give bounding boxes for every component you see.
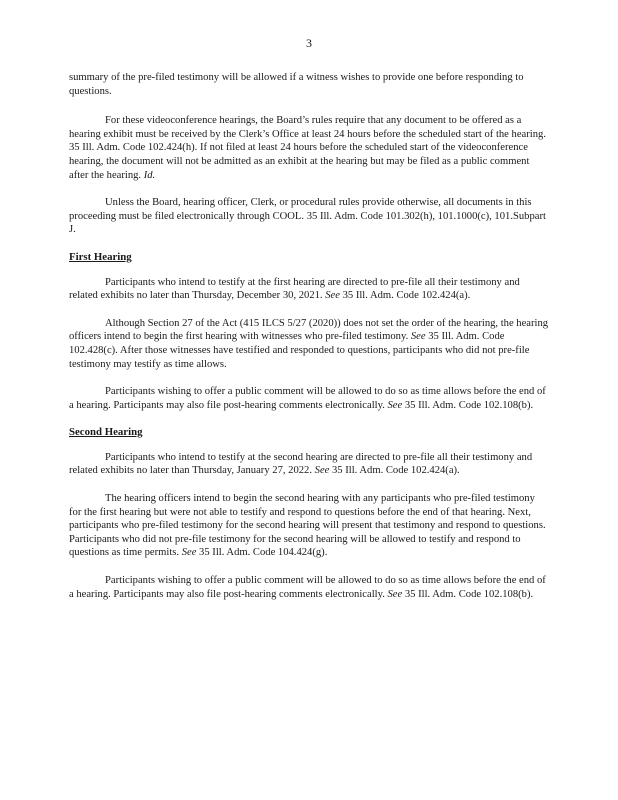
paragraph-first-order: Although Section 27 of the Act (415 ILCS 5/27 (2020)) does not set the order of the hearing, the hearing officers intend to begin the first hearing with witnesses who pre-filed testimony. See 35 Ill. Adm. Code 102.428(c). After those witnesses have testified and responded to questions, participants who did not pre-file testimony may testify as time allows.	[69, 317, 549, 370]
paragraph-second-order: The hearing officers intend to begin the second hearing with any participants who pre-filed testimony for the first hearing but were not able to testify and respond to questions before the end of that hearing. Next, participants who pre-filed testimony for the second hearing will present that testimony and respond to questions. Participants who did not pre-file testimony for the second hearing will be allowed to testify and respond to questions as time permits. See 35 Ill. Adm. Code 104.424(g).	[69, 493, 546, 559]
paragraph-second-prefile: Participants who intend to testify at the second hearing are directed to pre-file all their testimony and related exhibits no later than Thursday, January 27, 2022. See 35 Ill. Adm. Code 102.424(a).	[69, 451, 533, 477]
paragraph-continuation: summary of the pre-filed testimony will be allowed if a witness wishes to provide one before responding to questions.	[69, 72, 524, 97]
paragraph-first-prefile: Participants who intend to testify at the first hearing are directed to pre-file all their testimony and related exhibits no later than Thursday, December 30, 2021. See 35 Ill. Adm. Code 102.424(a).	[69, 276, 520, 302]
paragraph-first-public-comment: Participants wishing to offer a public comment will be allowed to do so as time allows before the end of a hearing. Participants may also file post-hearing comments electronically. See 35 Ill. Adm. Code 102.108(b).	[69, 386, 546, 411]
paragraph-videoconference-exhibits: For these videoconference hearings, the Board’s rules require that any document to be offered as a hearing exhibit must be received by the Clerk’s Office at least 24 hours before the scheduled start of the hearing. 35 Ill. Adm. Code 102.424(h). If not filed at least 24 hours before the scheduled start of the videoconference hearing, the document will not be admitted as an exhibit at the hearing but may be filed as a public comment after the hearing. Id.	[69, 115, 546, 181]
heading-first-hearing: First Hearing	[69, 250, 132, 263]
page-number: 3	[306, 36, 312, 50]
document-body	[69, 71, 549, 615]
paragraph-second-public-comment: Participants wishing to offer a public comment will be allowed to do so as time allows before the end of a hearing. Participants may also file post-hearing comments electronically. See 35 Ill. Adm. Code 102.108(b).	[69, 575, 546, 600]
heading-second-hearing: Second Hearing	[69, 426, 143, 439]
paragraph-electronic-filing: Unless the Board, hearing officer, Clerk, or procedural rules provide otherwise, all documents in this proceeding must be filed electronically through COOL. 35 Ill. Adm. Code 101.302(h), 101.1000(c), 101.Subpart J.	[69, 197, 546, 236]
